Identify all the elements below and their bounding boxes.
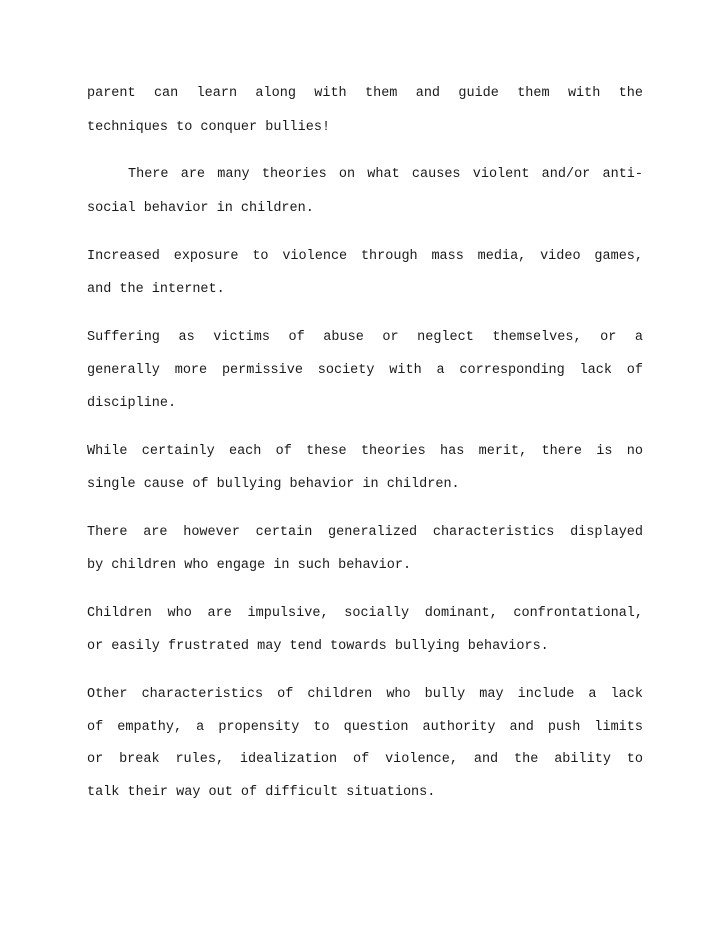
text-line: While certainly each of these theories has merit, there is no xyxy=(87,444,643,459)
text-line: single cause of bullying behavior in children. xyxy=(87,477,460,492)
text-line: Suffering as victims of abuse or neglect themselves, or a xyxy=(87,330,643,345)
text-line: Increased exposure to violence through mass media, video games, xyxy=(87,249,643,264)
text-line: or easily frustrated may tend towards bullying behaviors. xyxy=(87,639,549,654)
text-line: There are however certain generalized characteristics displayed xyxy=(87,525,643,540)
text-line: or break rules, idealization of violence, and the ability to xyxy=(87,752,643,767)
text-line: techniques to conquer bullies! xyxy=(87,120,331,135)
text-line: by children who engage in such behavior. xyxy=(87,558,412,573)
text-line: and the internet. xyxy=(87,282,225,297)
text-line: generally more permissive society with a corresponding lack of xyxy=(87,363,643,378)
text-line: talk their way out of difficult situations. xyxy=(87,785,436,800)
text-line: Other characteristics of children who bully may include a lack xyxy=(87,687,643,702)
text-line: of empathy, a propensity to question authority and push limits xyxy=(87,720,643,735)
text-line: Children who are impulsive, socially dominant, confrontational, xyxy=(87,606,643,621)
text-line: social behavior in children. xyxy=(87,201,314,216)
text-line: There are many theories on what causes violent and/or anti- xyxy=(128,167,643,182)
text-line: discipline. xyxy=(87,396,177,411)
text-line: parent can learn along with them and guide them with the xyxy=(87,86,643,101)
